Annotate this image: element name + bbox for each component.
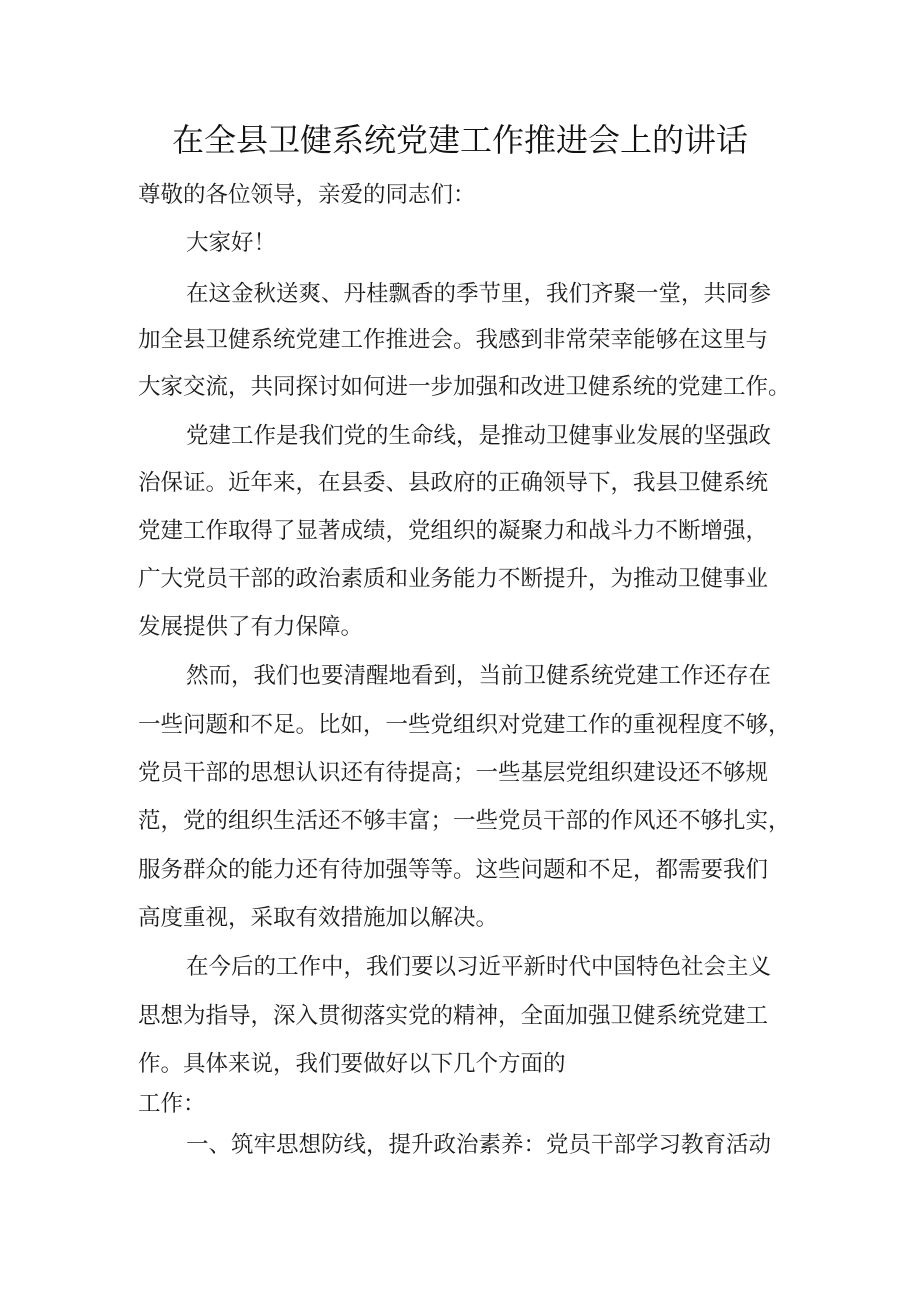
paragraph-line: 发展提供了有力保障。 <box>138 614 364 640</box>
paragraph-line: 在这金秋送爽、丹桂飘香的季节里，我们齐聚一堂，共同参 <box>186 281 772 307</box>
paragraph-line: 治保证。近年来，在县委、县政府的正确领导下，我县卫健系统 <box>138 470 769 496</box>
paragraph-line: 党建工作取得了显著成绩，党组织的凝聚力和战斗力不断增强， <box>138 518 769 544</box>
paragraph-line: 一、筑牢思想防线，提升政治素养：党员干部学习教育活动 <box>186 1132 772 1158</box>
paragraph-line: 大家交流，共同探讨如何进一步加强和改进卫健系统的党建工作。 <box>138 374 791 400</box>
paragraph-line: 工作： <box>138 1091 206 1117</box>
paragraph-line: 一些问题和不足。比如，一些党组织对党建工作的重视程度不够， <box>138 712 791 738</box>
paragraph-line: 思想为指导，深入贯彻落实党的精神，全面加强卫健系统党建工 <box>138 1003 769 1029</box>
greeting-line: 大家好！ <box>186 230 277 256</box>
paragraph-line: 党建工作是我们党的生命线，是推动卫健事业发展的坚强政 <box>186 423 772 449</box>
document-title: 在全县卫健系统党建工作推进会上的讲话 <box>171 121 748 159</box>
paragraph-line: 加全县卫健系统党建工作推进会。我感到非常荣幸能够在这里与 <box>138 327 769 353</box>
salutation-line: 尊敬的各位领导，亲爱的同志们： <box>138 182 476 208</box>
paragraph-line: 然而，我们也要清醒地看到，当前卫健系统党建工作还存在 <box>186 663 772 689</box>
paragraph-line: 高度重视，采取有效措施加以解决。 <box>138 905 499 931</box>
paragraph-line: 范，党的组织生活还不够丰富；一些党员干部的作风还不够扎实， <box>138 808 791 834</box>
paragraph-line: 服务群众的能力还有待加强等等。这些问题和不足，都需要我们 <box>138 857 769 883</box>
paragraph-line: 在今后的工作中，我们要以习近平新时代中国特色社会主义 <box>186 954 772 980</box>
paragraph-line: 作。具体来说，我们要做好以下几个方面的 <box>138 1051 566 1077</box>
paragraph-line: 党员干部的思想认识还有待提高；一些基层党组织建设还不够规 <box>138 760 769 786</box>
paragraph-line: 广大党员干部的政治素质和业务能力不断提升，为推动卫健事业 <box>138 566 769 592</box>
